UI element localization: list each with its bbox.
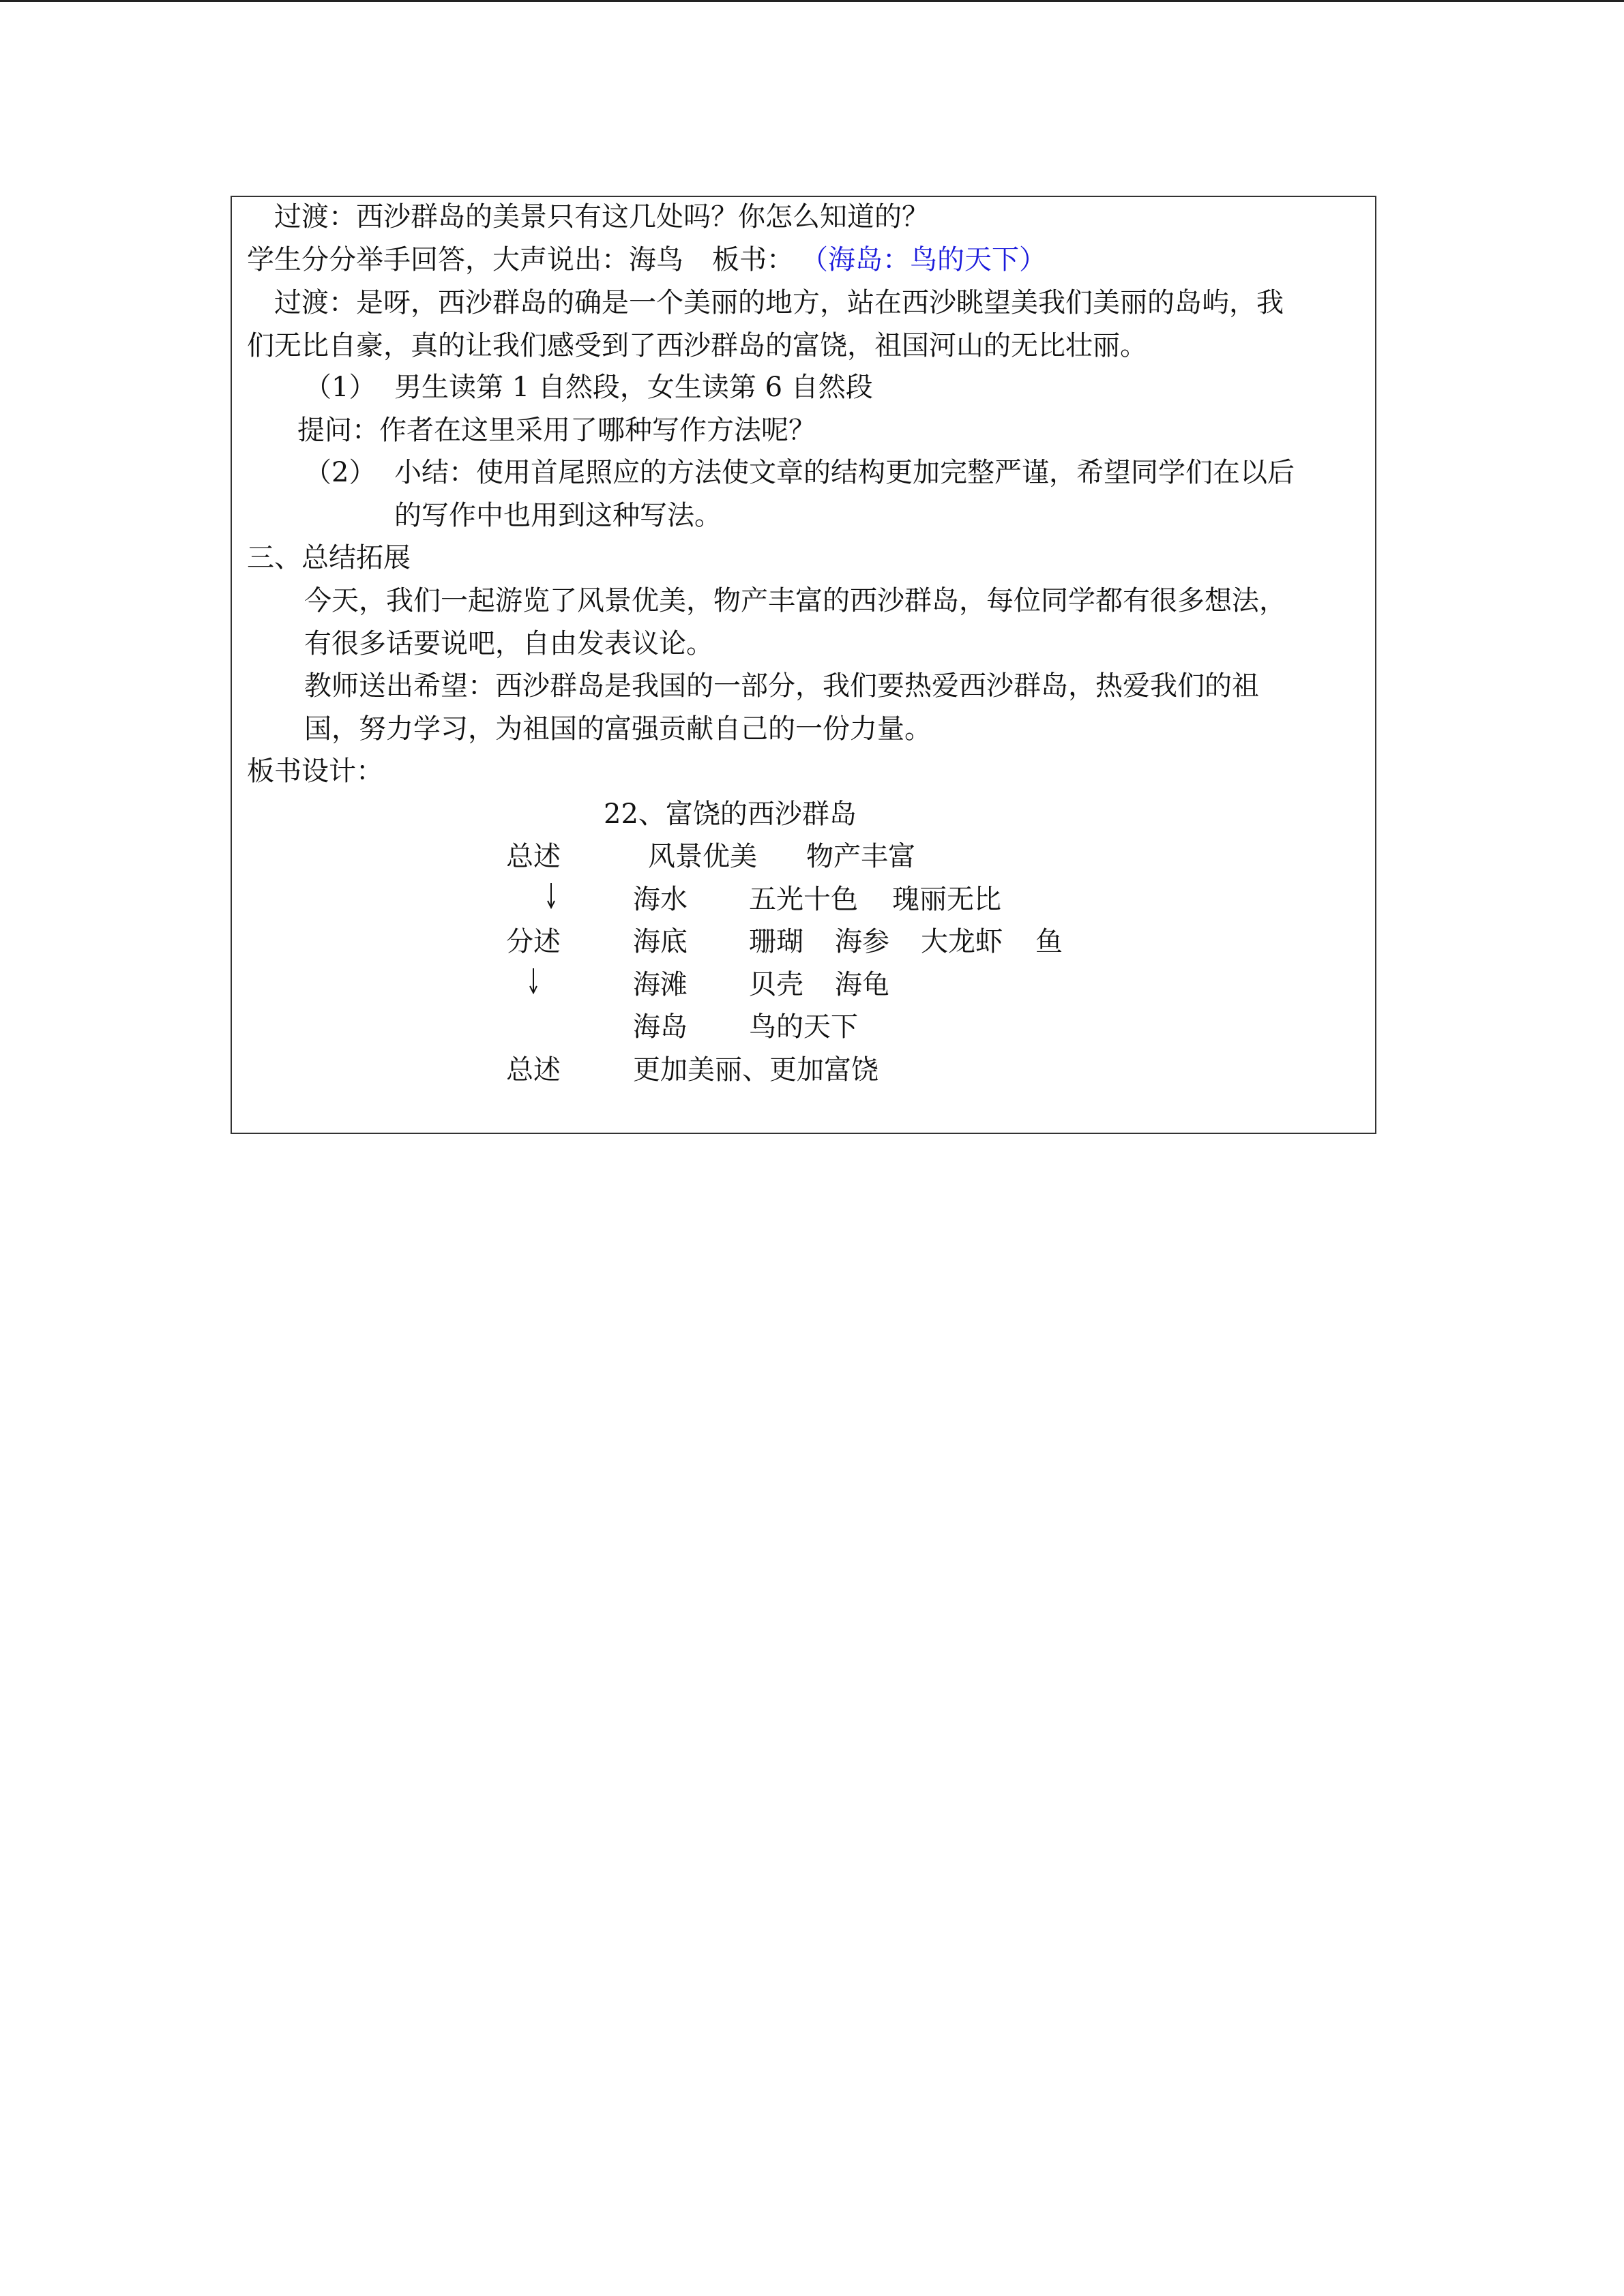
board-row-2-place: 海水 — [633, 884, 688, 915]
board-row-3-label: 分述 — [506, 926, 561, 957]
student-answer-text: 学生分分举手回答，大声说出：海鸟 — [247, 244, 683, 275]
question-line: 提问：作者在这里采用了哪种写作方法呢？ — [297, 415, 816, 446]
board-row-1-label: 总述 — [506, 841, 561, 872]
board-row-4-item-b: 海龟 — [835, 969, 889, 1000]
board-title: 22、富饶的西沙群岛 — [604, 799, 857, 830]
board-row-3-item-b: 海参 — [835, 926, 889, 957]
board-row-3-item-c: 大龙虾 — [921, 926, 1003, 957]
section-3-paragraph-2-line-2: 国，努力学习，为祖国的富强贡献自己的一份力量。 — [304, 713, 932, 745]
item-1-text: 男生读第 1 自然段，女生读第 6 自然段 — [394, 372, 873, 403]
student-answer-line — [247, 243, 1046, 276]
item-2-number: （2） — [304, 457, 377, 488]
lesson-plan-box — [231, 196, 1376, 1134]
item-2-line-1: 小结：使用首尾照应的方法使文章的结构更加完整严谨，希望同学们在以后 — [394, 457, 1295, 488]
board-row-2-item-b: 瑰丽无比 — [892, 884, 1001, 915]
section-3-title: 三、总结拓展 — [247, 542, 411, 573]
board-row-1-item-a: 风景优美 — [648, 841, 757, 872]
board-row-3-item-d: 鱼 — [1035, 926, 1063, 957]
board-row-4-item-a: 贝壳 — [749, 969, 803, 1000]
item-2-line-2: 的写作中也用到这种写法。 — [394, 500, 722, 531]
board-row-2-item-a: 五光十色 — [749, 884, 858, 915]
transition-paragraph-2-line-1: 过渡：是呀，西沙群岛的确是一个美丽的地方，站在西沙眺望美我们美丽的岛屿，我 — [274, 287, 1284, 318]
section-3-paragraph-1-line-2: 有很多话要说吧，自由发表议论。 — [304, 628, 713, 659]
board-note-highlight: （海岛：鸟的天下） — [801, 244, 1046, 275]
board-row-3-place: 海底 — [633, 926, 688, 957]
section-3-paragraph-1-line-1: 今天，我们一起游览了风景优美，物产丰富的西沙群岛，每位同学都有很多想法， — [304, 585, 1286, 616]
down-arrow-icon — [529, 968, 531, 993]
board-row-5-place: 海岛 — [633, 1011, 688, 1043]
board-design-label: 板书设计： — [247, 756, 383, 787]
item-1-number: （1） — [304, 372, 377, 403]
down-arrow-icon — [546, 883, 549, 908]
board-row-5-item-a: 鸟的天下 — [749, 1011, 858, 1043]
section-3-paragraph-2-line-1: 教师送出希望：西沙群岛是我国的一部分，我们要热爱西沙群岛，热爱我们的祖 — [304, 670, 1259, 702]
board-row-4-place: 海滩 — [633, 969, 688, 1000]
board-row-6-item-a: 更加美丽、更加富饶 — [633, 1054, 879, 1086]
transition-paragraph-1: 过渡：西沙群岛的美景只有这几处吗？你怎么知道的？ — [274, 201, 929, 233]
board-label: 板书： — [712, 244, 794, 275]
board-row-3-item-a: 珊瑚 — [749, 926, 803, 957]
top-rule — [0, 0, 1624, 2]
board-row-6-label: 总述 — [506, 1054, 561, 1086]
board-row-1-item-b: 物产丰富 — [806, 841, 915, 872]
transition-paragraph-2-line-2: 们无比自豪，真的让我们感受到了西沙群岛的富饶，祖国河山的无比壮丽。 — [247, 330, 1147, 361]
